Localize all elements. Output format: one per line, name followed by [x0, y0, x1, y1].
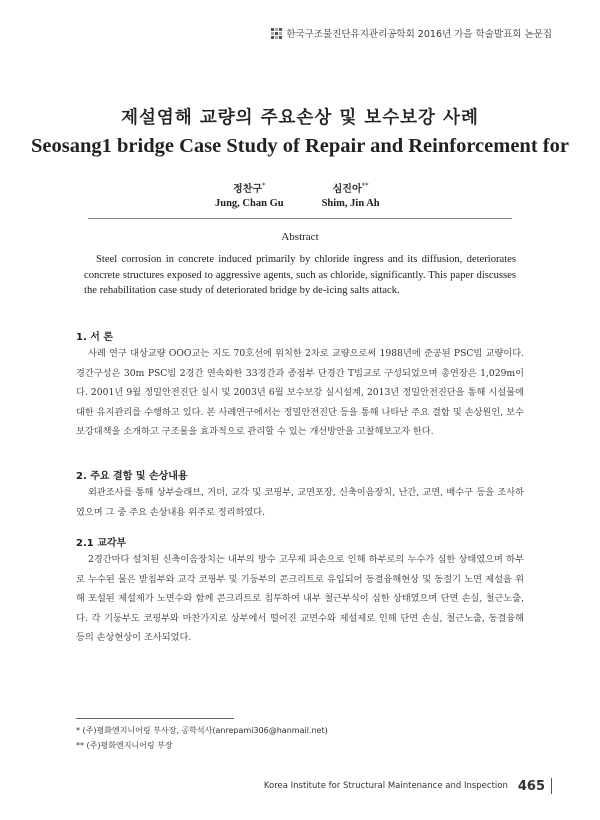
- footnote-2: [76, 740, 173, 751]
- footnote-1-mark: *: [76, 726, 80, 735]
- section-2-1-body: 2경간마다 설치된 신축이음장치는 내부의 방수 고무제 파손으로 인해 하부로의 누수가 심한 상태였으며 하부로 누수된 물은 받침부와 교각 코핑부 및 기둥부의 콘크리트로 유입되어 동결융해현상 및 동절기 노면 제설을 위해 포설된 제설제가 노면수와 함께 콘크리트로 침투하여 내부 철근부식이 심한 상태였으며 단면 손실, 철근노출, 다. 각 기둥부도 코핑부와 마찬가지로 상부에서 떨어진 교면수와 제설제로 인해 단면 손실, 철근노출, 동결융해 등의 손상현상이 조사되었다.: [76, 554, 524, 644]
- abstract-heading: Abstract: [281, 231, 319, 243]
- section-introduction: [76, 328, 524, 442]
- author-1: [215, 180, 284, 209]
- author-block: [215, 180, 380, 209]
- section-2-body: 외관조사를 통해 상부슬래브, 거더, 교각 및 코핑부, 교면포장, 신축이음장치, 난간, 교면, 배수구 등을 조사하였으며 그 중 주요 손상내용 위주로 정리하였다.: [76, 487, 524, 518]
- footnote-1-text: (주)평화엔지니어링 부사장, 공학석사(anrepami306@hanmail.net): [82, 726, 328, 735]
- section-2-heading: 2. 주요 결함 및 손상내용: [76, 471, 188, 482]
- journal-header: [271, 26, 552, 40]
- footnote-1: [76, 725, 328, 736]
- abstract-divider: [88, 218, 512, 219]
- author-2-name-en: Shim, Jin Ah: [321, 198, 380, 209]
- footnote-2-text: (주)평화엔지니어링 부장: [86, 741, 173, 750]
- page-number: 465: [517, 778, 545, 794]
- section-pier: [76, 534, 524, 648]
- author-2: [322, 180, 380, 209]
- author-1-mark: *: [262, 181, 266, 190]
- abstract-body: Steel corrosion in concrete induced primarily by chloride ingress and its diffusion, deteriorates concrete structures exposed to aggressive agents, such as chloride, significantly. This paper discusses the rehabilitation case study of deteriorated bridge by de-icing salts attack.: [84, 254, 516, 296]
- author-2-mark: **: [361, 181, 369, 190]
- journal-name: 한국구조물진단유지관리공학회 2016년 가을 학술발표회 논문집: [286, 29, 552, 40]
- section-2-1-heading: 2.1 교각부: [76, 538, 127, 549]
- footnote-divider: [76, 718, 234, 719]
- section-defects: [76, 467, 524, 522]
- footer-bar: [551, 778, 552, 794]
- title-english: Seosang1 bridge Case Study of Repair and Reinforcement for: [31, 135, 569, 157]
- author-1-name-ko: 정찬구: [233, 184, 263, 195]
- header-grid-icon: [271, 28, 282, 39]
- title-korean: 제설염해 교량의 주요손상 및 보수보강 사례: [121, 108, 479, 128]
- author-2-name-ko: 심진아: [332, 184, 362, 195]
- section-1-heading: 1. 서 론: [76, 332, 114, 343]
- footnote-2-mark: **: [76, 741, 84, 750]
- footer-institute: Korea Institute for Structural Maintenance and Inspection: [263, 781, 508, 791]
- section-1-body: 사례 연구 대상교량 OOO교는 지도 70호선에 위치한 2차로 교량으로써 1988년에 준공된 PSC빔 교량이다. 경간구성은 30m PSC빔 2경간 연속화한 33경간과 종점부 단경간 T빔교로 구성되었으며 총연장은 1,029m이다. 2001년 9월 정밀안전진단 실시 및 2003년 6월 보수보강 실시설계, 2013년 정밀안전진단을 통해 시설물에 대한 유지관리를 수행하고 있다. 본 사례연구에서는 정밀안전진단 등을 통해 나타난 주요 결함 및 손상원인, 보수보강대책을 소개하고 구조물을 효과적으로 관리할 수 있는 개선방안을 고찰해보고자 한다.: [76, 348, 524, 438]
- page-footer: [264, 778, 552, 794]
- author-1-name-en: Jung, Chan Gu: [215, 198, 284, 209]
